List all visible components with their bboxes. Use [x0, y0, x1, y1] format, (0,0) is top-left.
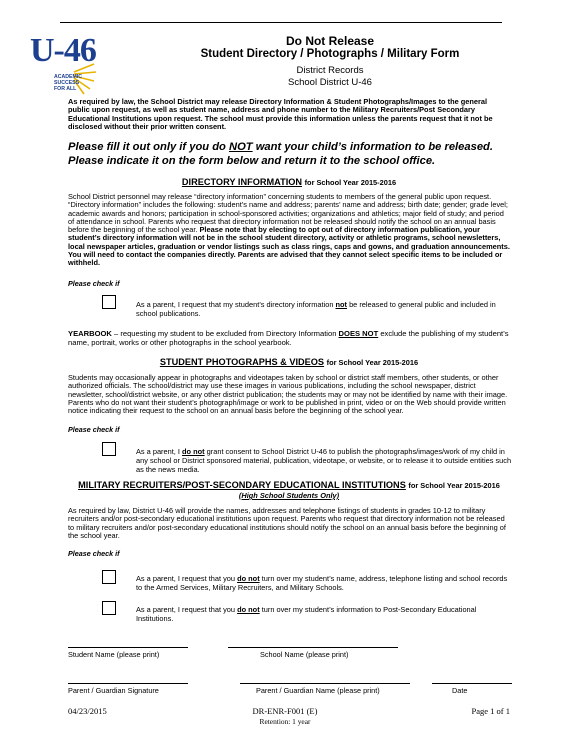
military-recruiters-checkbox[interactable] [102, 570, 116, 584]
footer-page-number: Page 1 of 1 [471, 706, 510, 716]
student-name-label: Student Name (please print) [68, 650, 160, 659]
military-recruiters-text: As a parent, I request that you do not turn over my student’s name, address, telephone listing and school records to the Armed Services, Military Recruiters, and Military Schools. [136, 574, 508, 592]
post-secondary-text: As a parent, I request that you do not turn over my student’s information to Post-Secondary Educational Institutions. [136, 605, 477, 623]
directory-check-label: Please check if [68, 279, 120, 288]
photos-check-label: Please check if [68, 425, 120, 434]
military-section-title: MILITARY RECRUITERS/POST-SECONDARY EDUCATIONAL INSTITUTIONS for School Year 2015-2016 [78, 480, 500, 490]
yearbook-paragraph: YEARBOOK – requesting my student to be excluded from Directory Information DOES NOT exclude the publishing of my student’s name, portrait, works or other photographs in the school yearbook. [68, 329, 509, 347]
directory-body: School District personnel may release “directory information” concerning students to members of the general public upon request. “Directory information” includes the following: student’s name and address; parents’ name and address; birth date; gender; grade level; academic awards and honors; participation in school-sponsored activities; organizations and athletics; major field of study; and period of attendance in school. Parents who request that directory information not be released should notify the school on an annual basis before the beginning of the school year. Please note that by electing to opt out of directory information publication, your student’s directory information will not be in the school student directory, activity or athletic programs, school newsletters, local newspaper articles, graduation or vendor listings such as class rings, caps and gowns, and graduation announcements. You will need to contact the companies directly. Parents are advised that they cannot select specific items to be included or withheld. [68, 192, 510, 268]
logo-mark: U-46 [30, 32, 96, 69]
photos-body: Students may occasionally appear in photographs and videotapes taken by school or district staff members, other students, or other authorized officials. The school/district may use these images in various publications, including the school newspaper, district newsletter, school/district website, or any other district publication; the students may or may not be identified by name with their image. Parents who do not want their student’s photograph/image or work to be published in print, video or on the Web should provide written notice indicating their request to the school on an annual basis before the beginning of the school year. [68, 373, 508, 416]
intro-paragraph: As required by law, the School District may release Directory Information & Student Photographs/Images to the general public upon request, as well as student name, address and phone number to the Military Recruiters/Post Secondary Educational Institutions upon request. The school must provide this information unless the parents request that it not be disclosed without their prior written consent. [68, 97, 493, 131]
military-check-label: Please check if [68, 549, 120, 558]
photos-opt-out-text: As a parent, I do not grant consent to School District U-46 to publish the photographs/images/work of my child in any school or District sponsored material, publication, videotape, or website, or to release it to outside entities such as the news media. [136, 447, 512, 474]
date-label: Date [452, 686, 468, 695]
form-title: Student Directory / Photographs / Military Form [200, 48, 460, 60]
school-name-line[interactable] [228, 647, 398, 648]
instruction-line-2: Please indicate it on the form below and return it to the school office. [68, 155, 436, 167]
date-line[interactable] [432, 683, 512, 684]
parent-signature-label: Parent / Guardian Signature [68, 686, 159, 695]
student-name-line[interactable] [68, 647, 188, 648]
photos-opt-out-checkbox[interactable] [102, 442, 116, 456]
footer-form-id: DR-ENR-F001 (E) [252, 706, 318, 716]
footer-retention: Retention: 1 year [259, 717, 311, 726]
directory-section-title: DIRECTORY INFORMATION for School Year 2015-2016 [181, 177, 397, 187]
logo-tagline: ACADEMIC SUCCESS FOR ALL [54, 74, 82, 92]
parent-name-label: Parent / Guardian Name (please print) [256, 686, 380, 695]
department-name: District Records [296, 65, 364, 76]
military-subtitle: (High School Students Only) [238, 491, 340, 500]
district-name: School District U-46 [288, 77, 372, 88]
district-logo [30, 34, 100, 102]
form-title-do-not-release: Do Not Release [285, 34, 375, 48]
military-body: As required by law, District U-46 will provide the names, addresses and telephone listings of students in grades 10-12 to military recruiters and/or post-secondary educational institutions upon request. Parents who request that directory information not be released to military recruiters and/or post-secondary educational institutions should notify the school on an annual basis before the beginning of the school year. [68, 506, 506, 540]
parent-signature-line[interactable] [68, 683, 188, 684]
post-secondary-checkbox[interactable] [102, 601, 116, 615]
parent-name-line[interactable] [240, 683, 410, 684]
footer-date: 04/23/2015 [68, 706, 107, 716]
directory-opt-out-checkbox[interactable] [102, 295, 116, 309]
top-rule [60, 22, 502, 23]
school-name-label: School Name (please print) [260, 650, 349, 659]
directory-note: Please note that by electing to opt out of directory information publication, your student’s directory information will not be in the school student directory, activity or athletic programs, school newsletters, local newspaper articles, graduation or vendor listings such as class rings, caps and gowns, and graduation announcements. You will need to contact the companies directly. Parents are advised that they cannot select specific items to be included or withheld. [68, 225, 510, 268]
instruction-line-1: Please fill it out only if you do NOT want your child’s information to be released. [68, 141, 493, 153]
photos-section-title: STUDENT PHOTOGRAPHS & VIDEOS for School Year 2015-2016 [159, 357, 419, 367]
directory-opt-out-text: As a parent, I request that my student’s directory information not be released to general public and included in school publications. [136, 300, 496, 318]
